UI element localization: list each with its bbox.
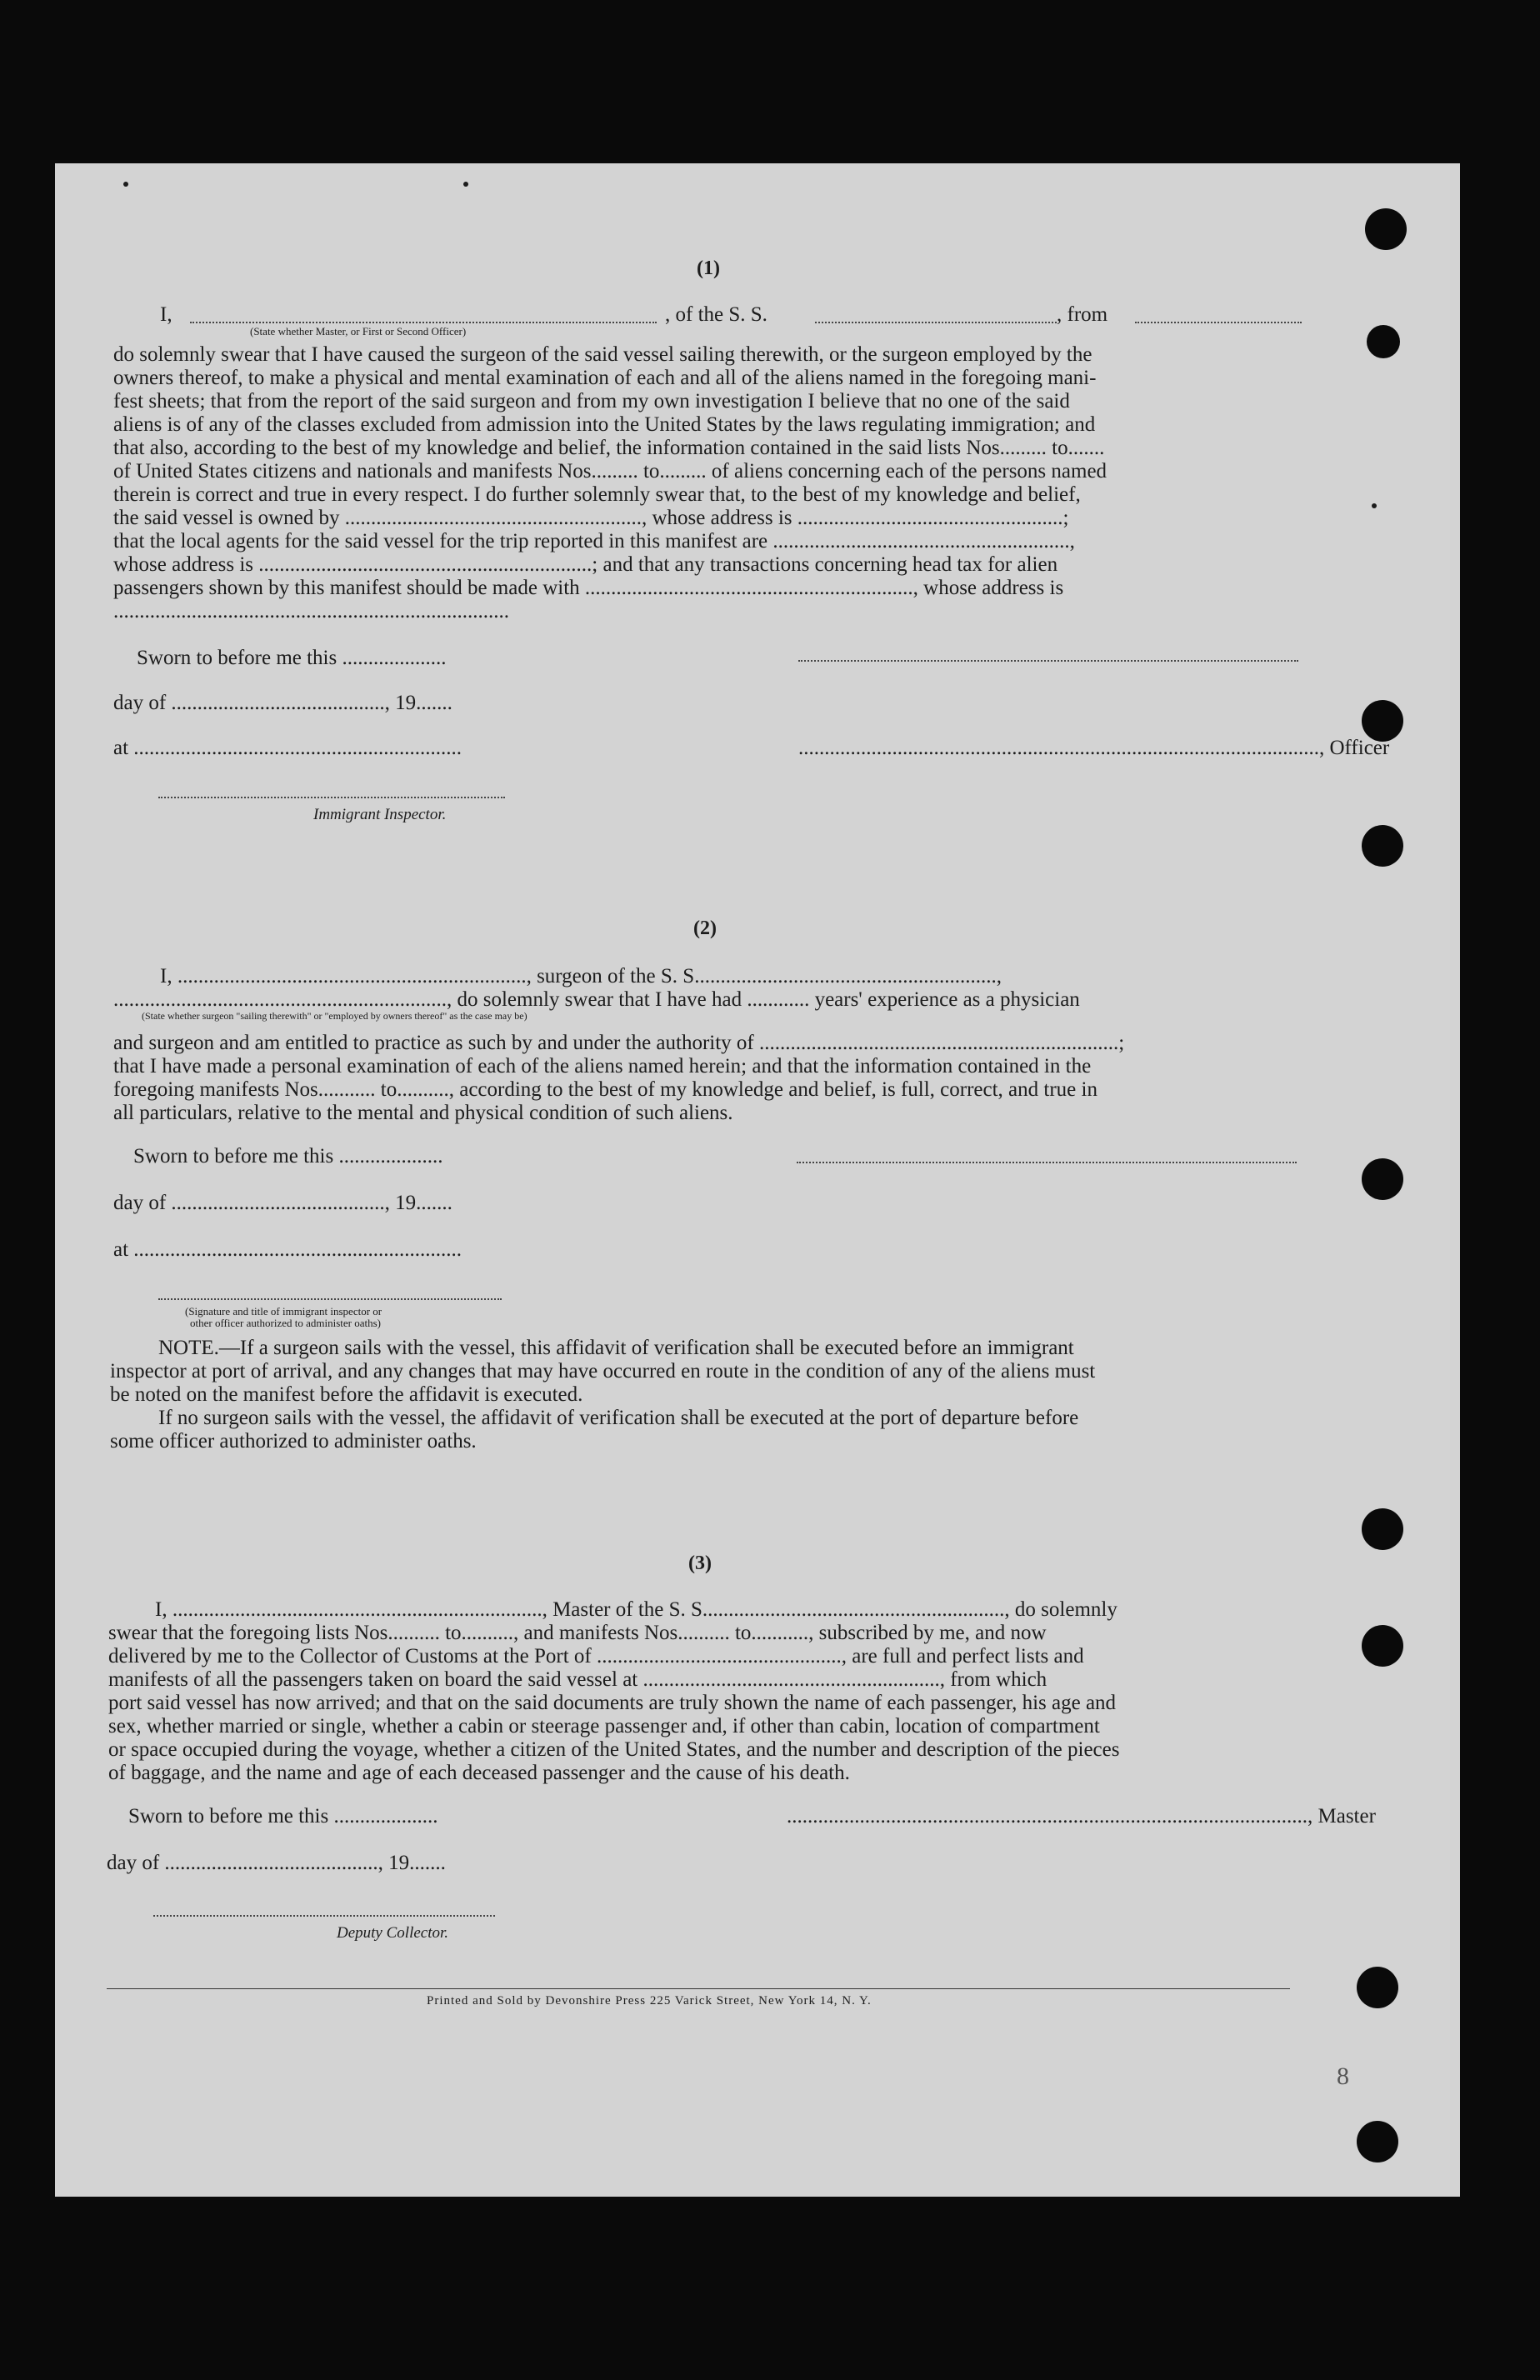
footer-imprint: Printed and Sold by Devonshire Press 225 Varick Street, New York 14, N. Y. (427, 1994, 872, 2008)
note-line: If no surgeon sails with the vessel, the affidavit of verification shall be executed at the port of departure before (158, 1407, 1079, 1429)
sec1-body-line: fest sheets; that from the report of the said surgeon and from my own investigation I believe that no one of the said (113, 390, 1070, 412)
punch-hole (1362, 1158, 1403, 1200)
sec2-body-line: all particulars, relative to the mental and physical condition of such aliens. (113, 1102, 733, 1124)
inspector-label: Immigrant Inspector. (313, 806, 447, 823)
sec1-body-line: ............................................................................ (113, 600, 509, 622)
dotted-line (798, 660, 1298, 662)
corner-mark: 8 (1337, 2062, 1349, 2090)
sec3-body-line: of baggage, and the name and age of each deceased passenger and the cause of his death. (108, 1762, 850, 1784)
dotted-line (1135, 322, 1302, 324)
sec3-body-line: port said vessel has now arrived; and that on the said documents are truly shown the name of each passenger, his age and (108, 1692, 1117, 1714)
sec3-body-line: swear that the foregoing lists Nos.......... to.........., and manifests Nos.......... to..........., subscribed by me, and now (108, 1622, 1047, 1644)
sec1-body-line: do solemnly swear that I have caused the surgeon of the said vessel sailing therewith, or the surgeon employed by the (113, 343, 1092, 366)
note-line: be noted on the manifest before the affidavit is executed. (110, 1383, 583, 1406)
sec1-body-line: whose address is ................................................................; and that any transactions concerning head tax for alien (113, 553, 1058, 576)
dotted-line (797, 1162, 1297, 1164)
deputy-collector-label: Deputy Collector. (337, 1924, 449, 1942)
sec2-at: at ............................................................... (113, 1238, 462, 1261)
dotted-line (190, 322, 657, 324)
sig-note-1: (Signature and title of immigrant inspector or (185, 1305, 382, 1318)
sec2-line1: I, ..................................................................., surgeon of the S. S.........................................................., (160, 965, 1002, 988)
note-line: some officer authorized to administer oaths. (110, 1430, 477, 1452)
sec1-body-line: that the local agents for the said vessel for the trip reported in this manifest are ........................................................., (113, 530, 1075, 552)
section-3-heading: (3) (688, 1552, 712, 1574)
sec3-body-line: delivered by me to the Collector of Customs at the Port of ..............................................., are full and perfect lists and (108, 1645, 1084, 1668)
stray-mark (463, 182, 468, 187)
sec1-day: day of ........................................., 19....... (113, 692, 452, 714)
section-2-heading: (2) (693, 918, 717, 939)
sec1-body-line: owners thereof, to make a physical and mental examination of each and all of the aliens named in the foregoing mani- (113, 367, 1097, 389)
sec1-body-line: aliens is of any of the classes excluded from admission into the United States by the laws regulating immigration; and (113, 413, 1096, 436)
stray-mark (123, 182, 128, 187)
punch-hole (1362, 825, 1403, 867)
sec1-body-line: passengers shown by this manifest should be made with ..............................................................., whose address is (113, 577, 1064, 599)
note-line: NOTE.—If a surgeon sails with the vessel, this affidavit of verification shall be executed before an immigrant (158, 1337, 1074, 1359)
signature-line (158, 797, 505, 799)
punch-hole (1357, 1967, 1398, 2008)
footer-rule (107, 1988, 1290, 1989)
punch-hole (1362, 1625, 1403, 1667)
sec1-sworn: Sworn to before me this .................... (137, 647, 447, 669)
sec2-day: day of ........................................., 19....... (113, 1192, 452, 1214)
sec2-body-line: and surgeon and am entitled to practice as such by and under the authority of .....................................................................; (113, 1032, 1125, 1054)
sec3-day: day of ........................................., 19....... (107, 1852, 446, 1874)
sec1-line1-of: , of the S. S. (665, 303, 768, 326)
master-line: ...................................................................................................., Master (787, 1805, 1376, 1828)
signature-line (153, 1915, 495, 1918)
sec1-line1-from: , from (1057, 303, 1108, 326)
sec1-body-line: of United States citizens and nationals and manifests Nos......... to......... of aliens concerning each of the persons named (113, 460, 1108, 482)
signature-line (158, 1298, 502, 1301)
dotted-line (815, 322, 1057, 324)
punch-hole (1362, 700, 1403, 742)
punch-hole (1365, 208, 1407, 250)
sec2-body-line: foregoing manifests Nos........... to.........., according to the best of my knowledge and belief, is full, correct, and true in (113, 1078, 1098, 1101)
sec3-body-line: manifests of all the passengers taken on board the said vessel at ........................................................., from which (108, 1668, 1048, 1691)
officer-line: ...................................................................................................., Officer (798, 737, 1390, 759)
sec1-body-line: that also, according to the best of my knowledge and belief, the information contained in the said lists Nos......... to....... (113, 437, 1105, 459)
sec3-sworn: Sworn to before me this .................... (128, 1805, 438, 1828)
note-line: inspector at port of arrival, and any changes that may have occurred en route in the condition of any of the aliens must (110, 1360, 1096, 1382)
punch-hole (1362, 1508, 1403, 1550)
punch-hole (1367, 325, 1400, 358)
sec2-sworn: Sworn to before me this .................... (133, 1145, 443, 1168)
sec2-line2: ................................................................, do solemnly swear that I have had ............ years' experience as a physician (113, 988, 1080, 1011)
section-1-heading: (1) (697, 258, 720, 279)
sec1-line1-note: (State whether Master, or First or Second Officer) (250, 325, 467, 338)
sec1-body-line: the said vessel is owned by ........................................................., whose address is ...................................................; (113, 507, 1069, 529)
sec2-body-line: that I have made a personal examination of each of the aliens named herein; and that the information contained in the (113, 1055, 1092, 1078)
sec3-body-line: I, ......................................................................., Master of the S. S.........................................................., do solemnly (155, 1598, 1118, 1621)
sec1-line1-i: I, (160, 303, 172, 326)
punch-hole (1357, 2121, 1398, 2162)
stray-mark (1372, 503, 1377, 508)
sec1-at: at ............................................................... (113, 737, 462, 759)
sig-note-2: other officer authorized to administer oaths) (190, 1317, 381, 1329)
sec1-body-line: therein is correct and true in every respect. I do further solemnly swear that, to the best of my knowledge and belief, (113, 483, 1081, 506)
sec3-body-line: sex, whether married or single, whether a cabin or steerage passenger and, if other than cabin, location of compartment (108, 1715, 1100, 1738)
sec3-body-line: or space occupied during the voyage, whether a citizen of the United States, and the number and description of the pieces (108, 1738, 1120, 1761)
sec2-line2-note: (State whether surgeon "sailing therewith" or "employed by owners thereof" as the case may be) (142, 1010, 528, 1022)
